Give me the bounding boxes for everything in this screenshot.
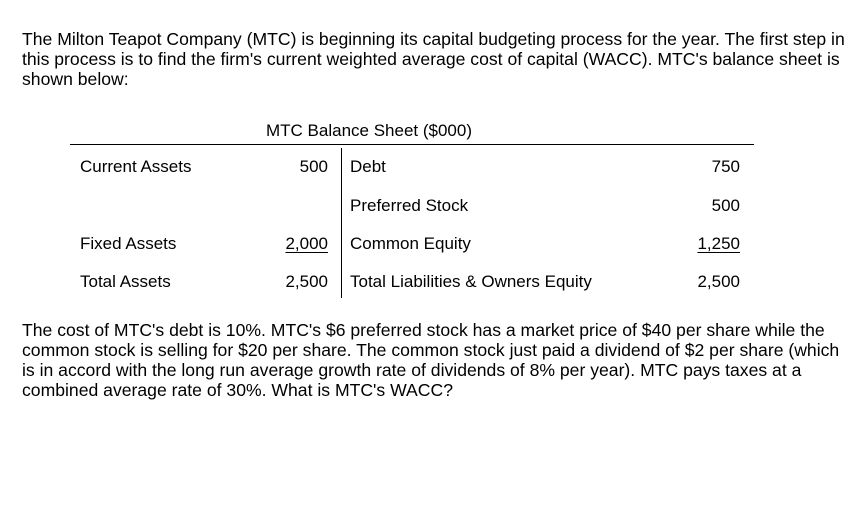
asset-label-fixed-assets: Fixed Assets — [80, 234, 177, 253]
balance-sheet-title: MTC Balance Sheet ($000) — [266, 121, 472, 140]
intro-paragraph: The Milton Teapot Company (MTC) is beginning its capital budgeting process for the year. The first step in this process is to find the firm's current weighted average cost of capital (WACC). MTC's balance sheet is shown below: — [22, 29, 845, 89]
liability-value-total-liabilities: 2,500 — [697, 272, 740, 291]
asset-value-current-assets: 500 — [299, 157, 328, 176]
asset-label-total-assets: Total Assets — [80, 272, 171, 291]
liability-label-debt: Debt — [350, 157, 386, 176]
balance-sheet-divider — [341, 148, 342, 298]
asset-value-total-assets: 2,500 — [285, 272, 328, 291]
liability-value-common-equity: 1,250 — [697, 234, 740, 253]
question-paragraph: The cost of MTC's debt is 10%. MTC's $6 preferred stock has a market price of $40 per share while the common stock is selling for $20 per share. The common stock just paid a dividend of $2 per share (which is in accord with the long run average growth rate of dividends of 8% per year). MTC pays taxes at a combined average rate of 30%. What is MTC's WACC? — [22, 320, 840, 400]
balance-sheet-top-rule — [70, 144, 754, 145]
liability-label-preferred-stock: Preferred Stock — [350, 196, 469, 215]
liability-value-preferred-stock: 500 — [711, 196, 740, 215]
liability-value-debt: 750 — [711, 157, 740, 176]
liability-label-total-liabilities: Total Liabilities & Owners Equity — [350, 272, 592, 291]
liability-label-common-equity: Common Equity — [350, 234, 471, 253]
asset-label-current-assets: Current Assets — [80, 157, 192, 176]
asset-value-fixed-assets: 2,000 — [285, 234, 328, 253]
